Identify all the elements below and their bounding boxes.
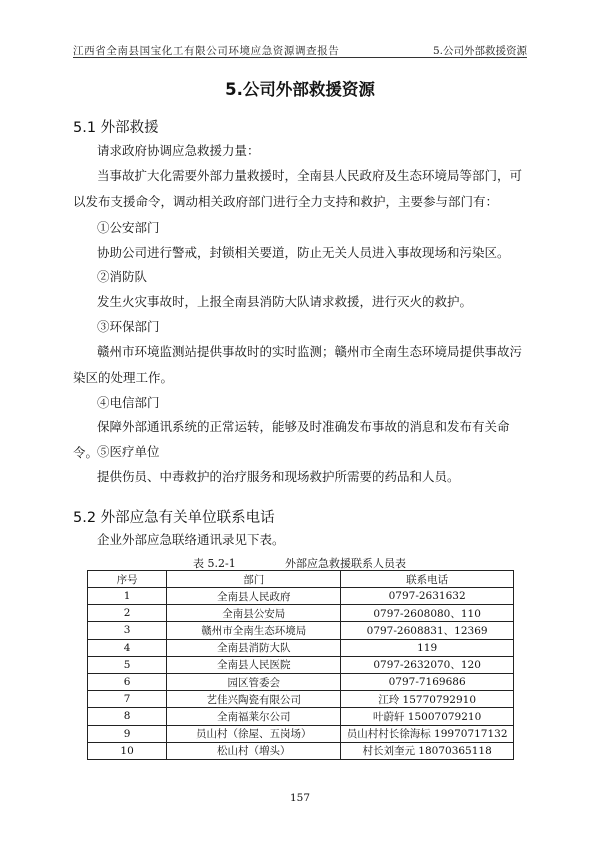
cell-department: 全南县人民政府: [167, 588, 341, 605]
item-label-fire: ②消防队: [97, 269, 148, 284]
section-heading-5-1: 5.1 外部救援: [73, 120, 159, 136]
table-row: [88, 588, 514, 605]
item-text-environment: 赣州市环境监测站提供事故时的实时监测；赣州市全南生态环境局提供事故污染区的处理工作。: [73, 344, 523, 385]
item-label-police: ①公安部门: [97, 220, 160, 235]
cell-phone: 江玲 15770792910: [341, 691, 514, 708]
item-text-medical: 提供伤员、中毒救护的治疗服务和现场救护所需要的药品和人员。: [97, 469, 460, 484]
cell-phone: 119: [341, 639, 514, 656]
item-text-fire: 发生火灾事故时，上报全南县消防大队请求救援，进行灭火的救护。: [97, 294, 473, 309]
table-caption-number: 表 5.2-1: [193, 557, 236, 570]
item-text-telecom: 保障外部通讯系统的正常运转，能够及时准确发布事故的消息和发布有关命令。: [73, 419, 510, 460]
table-row: [88, 673, 514, 690]
table-row: [88, 622, 514, 639]
cell-phone: 员山村村长徐海标 19970717132: [341, 725, 514, 742]
cell-no: 7: [88, 691, 167, 708]
cell-department: 员山村（徐屋、五岗场）: [167, 725, 341, 742]
section1-intro: 请求政府协调应急救援力量：: [97, 143, 260, 158]
table-row: [88, 605, 514, 622]
cell-no: 10: [88, 742, 167, 759]
cell-no: 8: [88, 708, 167, 725]
table-row: [88, 725, 514, 742]
cell-phone: 叶蔚轩 15007079210: [341, 708, 514, 725]
cell-phone: 0797-2608831、12369: [341, 622, 514, 639]
contacts-table: [87, 570, 514, 760]
table-caption-title: 外部应急救援联系人员表: [285, 557, 406, 570]
section1-paragraph: 当事故扩大化需要外部力量救援时，全南县人民政府及生态环境局等部门，可以发布支援命令，调动相关政府部门进行全力支持和救护，主要参与部门有：: [73, 168, 523, 209]
cell-department: 全南福莱尔公司: [167, 708, 341, 725]
item-label-environment: ③环保部门: [97, 319, 160, 334]
table-header-row: [88, 571, 514, 588]
cell-no: 2: [88, 605, 167, 622]
table-row: [88, 656, 514, 673]
cell-department: 全南县公安局: [167, 605, 341, 622]
cell-phone: 0797-2608080、110: [341, 605, 514, 622]
header-chapter-title: 5.公司外部救援资源: [432, 45, 527, 57]
item-text-police: 协助公司进行警戒，封锁相关要道，防止无关人员进入事故现场和污染区。: [97, 245, 510, 260]
table-row: [88, 691, 514, 708]
table-row: [88, 708, 514, 725]
section2-intro: 企业外部应急联络通讯录见下表。: [97, 532, 285, 547]
cell-department: 赣州市全南生态环境局: [167, 622, 341, 639]
header-cell-no: 序号: [88, 571, 167, 588]
header-cell-department: 部门: [167, 571, 341, 588]
page-header: [73, 41, 527, 58]
header-cell-phone: 联系电话: [341, 571, 514, 588]
cell-no: 3: [88, 622, 167, 639]
cell-no: 1: [88, 588, 167, 605]
cell-phone: 村长刘奎元 18070365118: [341, 742, 514, 759]
cell-department: 松山村（増头）: [167, 742, 341, 759]
cell-department: 艺佳兴陶瓷有限公司: [167, 691, 341, 708]
cell-no: 9: [88, 725, 167, 742]
cell-department: 全南县人民医院: [167, 656, 341, 673]
cell-phone: 0797-2632070、120: [341, 656, 514, 673]
table-row: [88, 742, 514, 759]
chapter-title: 5.公司外部救援资源: [225, 80, 375, 99]
cell-phone: 0797-7169686: [341, 673, 514, 690]
cell-phone: 0797-2631632: [341, 588, 514, 605]
header-report-title: 江西省全南县国宝化工有限公司环境应急资源调查报告: [73, 45, 340, 57]
cell-department: 全南县消防大队: [167, 639, 341, 656]
table-row: [88, 639, 514, 656]
cell-no: 6: [88, 673, 167, 690]
item-label-telecom: ④电信部门: [97, 395, 160, 410]
cell-no: 5: [88, 656, 167, 673]
item-label-medical: ⑤医疗单位: [97, 444, 160, 459]
page-number: 157: [289, 792, 311, 804]
cell-department: 园区管委会: [167, 673, 341, 690]
cell-no: 4: [88, 639, 167, 656]
section-heading-5-2: 5.2 外部应急有关单位联系电话: [73, 510, 275, 526]
